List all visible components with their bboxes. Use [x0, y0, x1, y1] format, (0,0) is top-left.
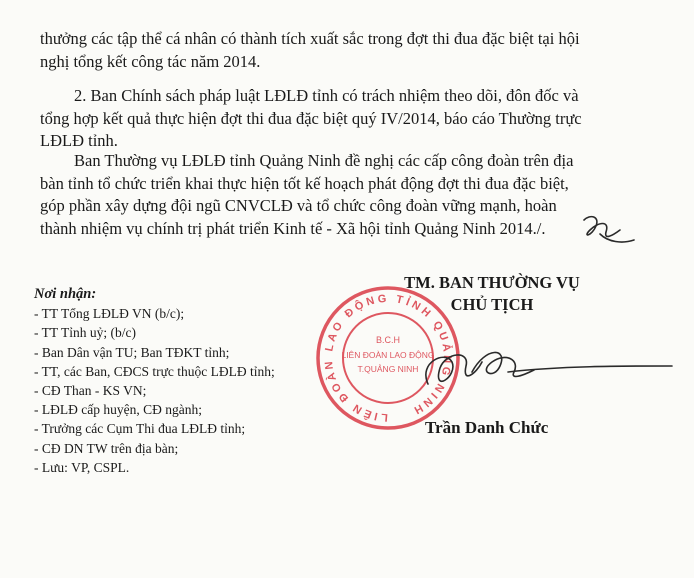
stamp-center-line: T.QUẢNG NINH — [357, 364, 419, 374]
stamp-center-line: B.C.H — [375, 335, 401, 345]
paragraph-request — [40, 150, 670, 240]
text-line: Ban Thường vụ LĐLĐ tỉnh Quảng Ninh đề nghị các cấp công đoàn trên địa — [74, 151, 574, 170]
stamp-center-line: LIÊN ĐOÀN LAO ĐỘNG — [341, 350, 435, 360]
list-item: - Lưu: VP, CSPL. — [34, 459, 130, 475]
text-line: 2. Ban Chính sách pháp luật LĐLĐ tỉnh có trách nhiệm theo dõi, đôn đốc và — [74, 86, 579, 105]
list-item: - TT Tỉnh uỷ; (b/c) — [34, 325, 136, 341]
text-line: nghị tổng kết công tác năm 2014. — [40, 51, 261, 71]
text-line: tổng hợp kết quả thực hiện đợt thi đua đặc biệt quý IV/2014, báo cáo Thường trực — [40, 108, 582, 128]
paragraph-commendation — [40, 28, 670, 73]
list-item: - TT, các Ban, CĐCS trực thuộc LĐLĐ tỉnh; — [34, 363, 275, 379]
list-item: - Ban Dân vận TU; Ban TĐKT tỉnh; — [34, 344, 230, 360]
list-item: - LĐLĐ cấp huyện, CĐ ngành; — [34, 402, 202, 418]
list-item: - TT Tổng LĐLĐ VN (b/c); — [34, 306, 185, 322]
recipients-list — [34, 304, 334, 477]
text-line: thưởng các tập thể cá nhân có thành tích xuất sắc trong đợt thi đua đặc biệt tại hội — [40, 29, 580, 48]
signature-block — [372, 272, 612, 316]
signature-org-line: TM. BAN THƯỜNG VỤ — [404, 273, 580, 292]
paragraph-responsibility — [40, 85, 670, 153]
stamp-ring-text: LIÊN ĐOÀN LAO ĐỘNG TỈNH QUẢNG NINH — [322, 292, 454, 424]
recipients-block — [34, 285, 334, 477]
text-line: góp phần xây dựng đội ngũ CNVCLĐ và tổ chức công đoàn vững mạnh, hoàn — [40, 196, 557, 215]
recipients-title: Nơi nhận: — [34, 286, 97, 302]
signer-name: Trần Danh Chức — [425, 418, 549, 437]
list-item: - Trưởng các Cụm Thi đua LĐLĐ tỉnh; — [34, 421, 246, 437]
text-line: thành nhiệm vụ chính trị phát triển Kinh tế - Xã hội tỉnh Quảng Ninh 2014./. — [40, 218, 546, 238]
text-line: LĐLĐ tỉnh. — [40, 131, 118, 150]
text-line: bàn tỉnh tổ chức triển khai thực hiện tốt kế hoạch phát động đợt thi đua đặc biệt, — [40, 173, 569, 193]
signature-role-line: CHỦ TỊCH — [450, 295, 534, 314]
list-item: - CĐ DN TW trên địa bàn; — [34, 440, 179, 456]
stamp-inner-ring — [343, 313, 433, 403]
list-item: - CĐ Than - KS VN; — [34, 383, 147, 399]
